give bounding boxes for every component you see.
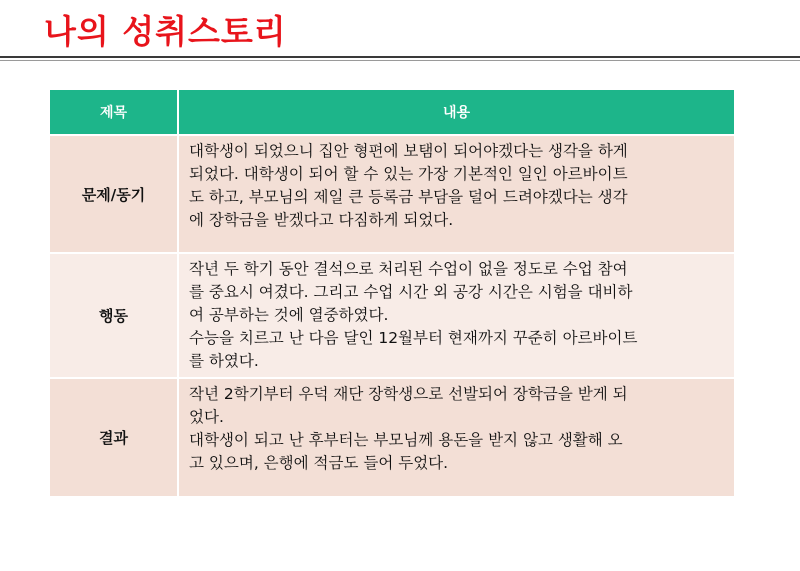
row-heading: 행동 [50, 253, 178, 378]
row-heading: 결과 [50, 378, 178, 496]
header-title: 제목 [50, 90, 178, 135]
content-line: 에 장학금을 받겠다고 다짐하게 되었다. [189, 211, 454, 229]
content-line: 수능을 치르고 난 다음 달인 12월부터 현재까지 꾸준히 아르바이트 [189, 329, 638, 347]
content-line: 고 있으며, 은행에 적금도 들어 두었다. [189, 454, 449, 472]
row-content [178, 378, 734, 496]
content-line: 를 하였다. [189, 352, 259, 370]
row-content [178, 135, 734, 253]
header-content: 내용 [178, 90, 734, 135]
table-header-row [50, 90, 734, 135]
row-content [178, 253, 734, 378]
content-line: 었다. [189, 408, 224, 426]
table-row-motivation [50, 135, 734, 253]
content-line: 되었다. 대학생이 되어 할 수 있는 가장 기본적인 일인 아르바이트 [189, 165, 628, 183]
content-line: 작년 두 학기 동안 결석으로 처리된 수업이 없을 정도로 수업 참여 [189, 260, 628, 278]
content-line: 작년 2학기부터 우덕 재단 장학생으로 선발되어 장학금을 받게 되 [189, 385, 628, 403]
achievement-story-table [50, 90, 734, 496]
content-line: 도 하고, 부모님의 제일 큰 등록금 부담을 덜어 드려야겠다는 생각 [189, 188, 628, 206]
row-heading: 문제/동기 [50, 135, 178, 253]
content-line: 를 중요시 여겼다. 그리고 수업 시간 외 공강 시간은 시험을 대비하 [189, 283, 633, 301]
title-divider [0, 56, 800, 58]
content-line: 대학생이 되었으니 집안 형편에 보탬이 되어야겠다는 생각을 하게 [189, 142, 628, 160]
title-divider-thin [0, 60, 800, 61]
table-row-result [50, 378, 734, 496]
content-line: 대학생이 되고 난 후부터는 부모님께 용돈을 받지 않고 생활해 오 [189, 431, 623, 449]
table-row-action [50, 253, 734, 378]
page-title: 나의 성취스토리 [44, 12, 287, 51]
content-line: 여 공부하는 것에 열중하였다. [189, 306, 389, 324]
